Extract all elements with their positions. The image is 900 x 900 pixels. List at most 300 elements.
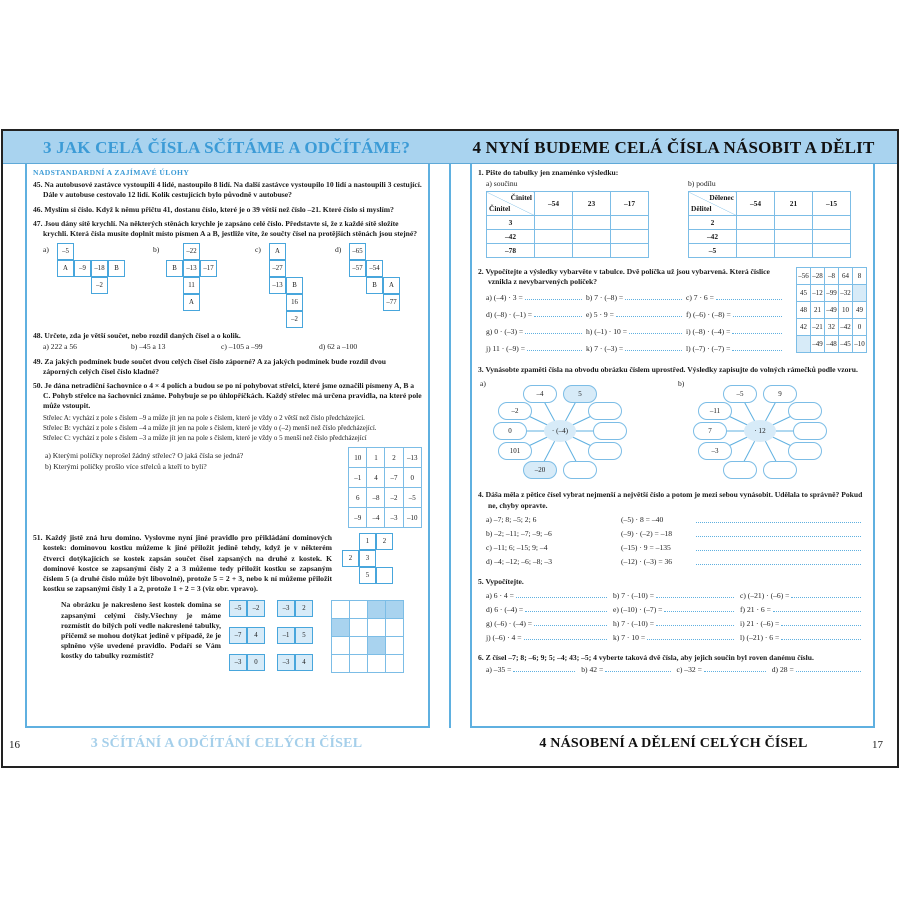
answer-cell[interactable]	[813, 230, 851, 244]
exercise-text: a) 6 · 4 =	[486, 590, 514, 600]
answer-blank[interactable]	[733, 310, 782, 317]
corner-top-label: Dělenec	[709, 193, 734, 203]
exercise-item	[486, 591, 613, 601]
task-50: 50. Je dána netradiční šachovnice o 4 × 4 polích a budou se po ní pohybovat střelci, které jsme označili písmeny A, B a C. Pohyb střelce na šachovnici známe. Pohybuje se po úhlopříčkách. Každý střelec má určena pravidla, na které pole může vstoupit.	[33, 381, 422, 411]
exercise-item	[486, 633, 613, 643]
section-subheading: NADSTANDARDNÍ A ZAJÍMAVÉ ÚLOHY	[33, 168, 190, 177]
answer-cell[interactable]	[611, 216, 649, 230]
diagram-b-answer-box[interactable]	[788, 442, 822, 460]
task-47: 47. Jsou dány sítě krychlí. Na některých stěnách krychle je zapsáno celé číslo. Představte si, že z každé sítě složíte krychli. Která čísla musíte doplnit místo písmen A a B, jestliže víte, že součty čísel na protějších stěnách jsou stejné?	[33, 218, 418, 239]
grid-empty-cell[interactable]	[386, 637, 404, 655]
task-2: 2. Vypočítejte a výsledky vybarvěte v tabulce. Dvě políčka už jsou vybarvená. Která číslice vznikla z nevybarvených políček?	[478, 267, 770, 287]
net-b-label: b)	[153, 245, 160, 255]
color-grid-cell[interactable]: –12	[811, 285, 825, 302]
color-grid-cell[interactable]: –28	[811, 268, 825, 285]
answer-blank[interactable]	[664, 605, 734, 612]
color-grid-cell[interactable]: 10	[839, 302, 853, 319]
net-c-cell: –13	[269, 277, 286, 294]
exercise-text: d) 6 · (–4) =	[486, 604, 524, 614]
net-d-cell: A	[383, 277, 400, 294]
corner-bottom-label: Činitel	[489, 204, 511, 213]
dasa-calculation: (–12) · (–3) = 36	[621, 556, 673, 566]
answer-cell[interactable]	[813, 244, 851, 258]
diagram-b-answer-box[interactable]	[763, 461, 797, 479]
exercise-text: k) 7 · (–3) =	[586, 344, 624, 354]
chessboard-cell[interactable]: 6	[349, 488, 367, 508]
task-5-row	[478, 631, 867, 645]
diagram-a-value: 0	[493, 422, 527, 440]
color-grid-cell[interactable]: –21	[811, 319, 825, 336]
grid-row	[332, 619, 404, 637]
task-3-diagrams	[478, 379, 867, 484]
grid-row	[797, 268, 867, 285]
answer-cell[interactable]	[535, 244, 573, 258]
chessboard-cell[interactable]: –8	[367, 488, 385, 508]
answer-cell[interactable]	[737, 230, 775, 244]
diagram-b-value: 9	[763, 385, 797, 403]
corner-bottom-label: Dělitel	[691, 204, 712, 213]
color-grid-cell[interactable]: –42	[839, 319, 853, 336]
domino-example-cell: 5	[359, 567, 376, 584]
exercise-text: a) (–4) · 3 =	[486, 293, 523, 303]
page-number: 17	[872, 739, 883, 751]
color-grid-cell[interactable]	[853, 285, 867, 302]
answer-blank[interactable]	[525, 293, 582, 300]
net-b-cell: –13	[183, 260, 200, 277]
domino-tile-cell[interactable]: –3	[277, 600, 295, 617]
exercise-text: b) 42 =	[581, 665, 604, 675]
domino-example-cell: 2	[376, 533, 393, 550]
table-row	[689, 216, 851, 230]
answer-blank[interactable]	[796, 665, 861, 672]
domino-target-grid	[331, 600, 404, 673]
chessboard-row	[349, 468, 422, 488]
diagram-b-answer-box[interactable]	[723, 461, 757, 479]
answer-blank[interactable]	[791, 591, 861, 598]
diagram-a-center: · (–4)	[544, 420, 576, 442]
task-4-row	[478, 555, 867, 569]
exercise-item	[486, 310, 582, 320]
grid-blocked-cell[interactable]	[332, 619, 350, 637]
left-page-title: 3 JAK CELÁ ČÍSLA SČÍTÁME A ODČÍTÁME?	[42, 138, 411, 157]
chessboard-row	[349, 488, 422, 508]
answer-blank[interactable]	[647, 633, 734, 640]
exercise-item	[586, 327, 682, 337]
domino-tile-cell[interactable]: –2	[247, 600, 265, 617]
domino-tile-cell[interactable]: 4	[295, 654, 313, 671]
exercise-item	[686, 293, 782, 303]
task-51: 51. Každý jistě zná hru domino. Vyslovme nyní jiné pravidlo pro přikládání dominových kostek: dominovou kostku můžeme k jiné přiložit jedině tehdy, když je v některém čtverci dotýkajících se kostek zapsán součet čísel zapsaných na druhé z kostek. K dominové kostce se zapsanými čísly 2 a 3 můžeme tedy přiložit kostku se zapsaným číslem 5 (a druhé číslo může být libovolné), protože 5 = 2 + 3, nebo k ní můžeme přiložit kostku se zapsanými čísly 1 a 2, protože 1 + 2 = 3 (viz obr. vpravo).	[33, 533, 332, 594]
answer-blank[interactable]	[516, 591, 607, 598]
exercise-text: a) –35 =	[486, 665, 512, 675]
net-a-label: a)	[43, 245, 49, 255]
color-grid-cell[interactable]: –99	[825, 285, 839, 302]
answer-blank[interactable]	[534, 310, 582, 317]
answer-cell[interactable]	[737, 216, 775, 230]
exercise-item	[740, 591, 867, 601]
net-b-cell: –22	[183, 243, 200, 260]
task-50-question-a: a) Kterými políčky neprošel žádný střelec? O jaká čísla se jedná?	[45, 451, 244, 461]
grid-row	[332, 601, 404, 619]
answer-blank[interactable]	[534, 619, 607, 626]
exercise-text: c) –32 =	[676, 665, 702, 675]
task-1: 1. Pište do tabulky jen znaménko výsledku:	[478, 168, 619, 177]
grid-empty-cell[interactable]	[386, 619, 404, 637]
diagram-a-value: 101	[498, 442, 532, 460]
exercise-item	[581, 665, 676, 675]
diagram-b-answer-box[interactable]	[788, 402, 822, 420]
column-header: 23	[573, 192, 611, 216]
exercise-text: h) (–1) · 10 =	[586, 327, 627, 337]
net-a-cell: B	[108, 260, 125, 277]
correction-blank[interactable]	[696, 558, 861, 565]
exercise-text: b) 7 · (–10) =	[613, 590, 654, 600]
net-c-cell: 16	[286, 294, 303, 311]
answer-cell[interactable]	[813, 216, 851, 230]
exercise-text: e) 5 · 9 =	[586, 310, 614, 320]
net-c-cell: B	[286, 277, 303, 294]
task-48-option: b) –45 a 13	[131, 342, 166, 352]
dasa-calculation: (–15) · 9 = –135	[621, 542, 671, 552]
footer-title: 3 SČÍTÁNÍ A ODČÍTÁNÍ CELÝCH ČÍSEL	[90, 736, 363, 751]
answer-blank[interactable]	[525, 605, 607, 612]
exercise-item	[686, 310, 782, 320]
exercise-item	[486, 665, 581, 675]
task-4-items	[478, 513, 867, 569]
chessboard-cell[interactable]: 2	[385, 448, 403, 468]
color-grid-cell[interactable]: –49	[825, 302, 839, 319]
exercise-text: e) (–10) · (–7) =	[613, 604, 663, 614]
table-corner-cell	[689, 192, 737, 216]
grid-blocked-cell[interactable]	[386, 601, 404, 619]
grid-empty-cell[interactable]	[350, 637, 368, 655]
table-row	[487, 230, 649, 244]
chessboard-cell[interactable]: 10	[349, 448, 367, 468]
exercise-text: d) 28 =	[771, 665, 794, 675]
domino-tile-cell[interactable]: –3	[277, 654, 295, 671]
color-grid-cell[interactable]	[797, 336, 811, 353]
diagram-b-label: b)	[678, 379, 685, 389]
answer-blank[interactable]	[524, 633, 608, 640]
answer-cell[interactable]	[775, 230, 813, 244]
correction-blank[interactable]	[696, 530, 861, 537]
answer-cell[interactable]	[611, 230, 649, 244]
row-header: –5	[689, 244, 737, 258]
task-4: 4. Dáša měla z pětice čísel vybrat nejmenší a největší číslo a potom je mezi sebou vynásobit. Udělala to správně? Pokud ne, chyby opravte.	[478, 490, 863, 510]
answer-blank[interactable]	[732, 344, 782, 351]
net-a-cell: –2	[91, 277, 108, 294]
chessboard-cell[interactable]: –5	[403, 488, 422, 508]
exercise-item	[586, 344, 682, 354]
right-page	[450, 131, 897, 766]
chessboard-cell[interactable]: –3	[385, 508, 403, 528]
diagram-a-answer-box[interactable]	[588, 402, 622, 420]
chessboard-row	[349, 448, 422, 468]
diagram-a-answer-box[interactable]	[563, 461, 597, 479]
answer-blank[interactable]	[616, 310, 682, 317]
table-corner-cell	[487, 192, 535, 216]
domino-tile-cell[interactable]: –7	[229, 627, 247, 644]
task-6-items	[478, 665, 867, 675]
grid-row	[332, 655, 404, 673]
answer-blank[interactable]	[656, 591, 734, 598]
exercise-item	[613, 619, 740, 629]
exercise-item	[772, 665, 867, 675]
answer-blank[interactable]	[625, 344, 682, 351]
grid-blocked-cell[interactable]	[368, 601, 386, 619]
row-header: –42	[487, 230, 535, 244]
exercise-text: d) (–8) · (–1) =	[486, 310, 533, 320]
exercise-item	[613, 605, 740, 615]
answer-blank[interactable]	[781, 633, 861, 640]
chessboard-cell[interactable]: –10	[403, 508, 422, 528]
diagram-a-value: 5	[563, 385, 597, 403]
chessboard-cell[interactable]: –4	[367, 508, 385, 528]
domino-tile-cell[interactable]: 0	[247, 654, 265, 671]
task-50-rules	[33, 413, 422, 444]
task-5-items	[478, 589, 867, 645]
net-c-cell: –27	[269, 260, 286, 277]
grid-row	[797, 319, 867, 336]
domino-example-cell	[376, 567, 393, 584]
task-5-row	[478, 617, 867, 631]
color-grid-cell[interactable]: 48	[797, 302, 811, 319]
exercise-text: g) 0 · (–3) =	[486, 327, 524, 337]
exercise-item	[740, 619, 867, 629]
grid-row	[332, 637, 404, 655]
answer-blank[interactable]	[605, 665, 670, 672]
diagram-a-value: –2	[498, 402, 532, 420]
chessboard-cell[interactable]: 0	[403, 468, 422, 488]
grid-empty-cell[interactable]	[350, 655, 368, 673]
answer-cell[interactable]	[737, 244, 775, 258]
exercise-text: h) 7 · (–10) =	[613, 618, 654, 628]
chessboard-cell[interactable]: –2	[385, 488, 403, 508]
quotient-sign-table	[688, 191, 851, 258]
net-d-cell: –77	[383, 294, 400, 311]
task-50-body	[33, 443, 422, 533]
row-header: 2	[689, 216, 737, 230]
exercise-item	[486, 293, 582, 303]
task-2-color-grid	[796, 267, 867, 353]
grid-blocked-cell[interactable]	[368, 637, 386, 655]
chessboard-row	[349, 508, 422, 528]
exercise-item	[740, 605, 867, 615]
task-5-row	[478, 589, 867, 603]
domino-set	[229, 600, 323, 678]
diagram-a-label: a)	[480, 379, 486, 389]
grid-row	[797, 336, 867, 353]
domino-tile-cell[interactable]: 4	[247, 627, 265, 644]
chessboard-cell[interactable]: –13	[403, 448, 422, 468]
page-divider	[450, 164, 451, 728]
answer-blank[interactable]	[527, 344, 582, 351]
column-header: –15	[813, 192, 851, 216]
color-grid-cell[interactable]: –48	[825, 336, 839, 353]
footer-title: 4 NÁSOBENÍ A DĚLENÍ CELÝCH ČÍSEL	[539, 736, 808, 751]
answer-blank[interactable]	[773, 605, 861, 612]
exercise-item	[677, 665, 772, 675]
chessboard-cell[interactable]: –9	[349, 508, 367, 528]
exercise-item	[486, 619, 613, 629]
answer-blank[interactable]	[781, 619, 861, 626]
color-grid-cell[interactable]: 45	[797, 285, 811, 302]
grid-empty-cell[interactable]	[350, 601, 368, 619]
color-grid-cell[interactable]: 21	[811, 302, 825, 319]
color-grid-cell[interactable]: –56	[797, 268, 811, 285]
task-51-part-b: Na obrázku je nakresleno šest kostek domina se zapsanými celými čísly.Všechny je máme rozmístit do bílých polí vedle nakreslené tabulky, přičemž se mohou dotýkat jedině v případě, že je splněno výše uvedené pravidlo. Podaří se Vám kostky do tabulky rozmístit?	[61, 600, 221, 661]
number-set: d) –4; –12; –6; –8; –3	[486, 556, 553, 566]
chessboard-cell[interactable]: 4	[367, 468, 385, 488]
color-grid-cell[interactable]: –45	[839, 336, 853, 353]
chessboard-cell[interactable]: –7	[385, 468, 403, 488]
grid-empty-cell[interactable]	[368, 655, 386, 673]
row-header: –78	[487, 244, 535, 258]
exercise-text: i) (–8) · (–4) =	[686, 327, 731, 337]
task-48: 48. Určete, zda je větší součet, nebo rozdíl daných čísel a o kolik.	[33, 331, 241, 341]
column-header: –17	[611, 192, 649, 216]
domino-example	[342, 533, 422, 594]
color-grid-cell[interactable]: 64	[839, 268, 853, 285]
answer-blank[interactable]	[525, 327, 582, 334]
answer-cell[interactable]	[775, 244, 813, 258]
task-51-part-b-block	[33, 600, 422, 678]
rule-b: Střelec B: vychází z pole s číslem –4 a může jít jen na pole s číslem, které je vždy o (–2) menší než číslo předcházející.	[43, 423, 377, 432]
answer-cell[interactable]	[611, 244, 649, 258]
task-2-block	[478, 267, 867, 365]
grid-row	[797, 302, 867, 319]
task-4-row	[478, 541, 867, 555]
color-grid-cell[interactable]: 49	[853, 302, 867, 319]
answer-blank[interactable]	[716, 293, 782, 300]
answer-blank[interactable]	[629, 327, 682, 334]
diagram-a-answer-box[interactable]	[588, 442, 622, 460]
column-header: –54	[737, 192, 775, 216]
diagram-b-value: –5	[723, 385, 757, 403]
task-6: 6. Z čísel –7; 8; –6; 9; 5; –4; 43; –5; 4 vyberte taková dvě čísla, aby jejich součin byl roven danému číslu.	[478, 653, 814, 663]
color-grid-cell[interactable]: 42	[797, 319, 811, 336]
table-header-row	[487, 192, 649, 216]
color-grid-cell[interactable]: –8	[825, 268, 839, 285]
domino-tile-cell[interactable]: 5	[295, 627, 313, 644]
page-number: 16	[9, 739, 20, 751]
number-set: a) –7; 8; –5; 2; 6	[486, 514, 537, 524]
number-set: b) –2; –11; –7; –9; –6	[486, 528, 552, 538]
diagram-a-answer-box[interactable]	[593, 422, 627, 440]
grid-row	[797, 285, 867, 302]
grid-empty-cell[interactable]	[368, 619, 386, 637]
exercise-text: j) (–6) · 4 =	[486, 632, 522, 642]
grid-empty-cell[interactable]	[332, 601, 350, 619]
domino-tile-cell[interactable]: 2	[295, 600, 313, 617]
diagram-a-value: –4	[523, 385, 557, 403]
chessboard-cell[interactable]: –1	[349, 468, 367, 488]
net-d-label: d)	[335, 245, 342, 255]
net-c-label: c)	[255, 245, 261, 255]
task-5: 5. Vypočítejte.	[478, 576, 524, 586]
diagram-b-answer-box[interactable]	[793, 422, 827, 440]
color-grid-cell[interactable]: –32	[839, 285, 853, 302]
grid-empty-cell[interactable]	[332, 655, 350, 673]
exercise-item	[586, 293, 682, 303]
answer-cell[interactable]	[535, 230, 573, 244]
color-grid-cell[interactable]: –49	[811, 336, 825, 353]
table-row	[487, 216, 649, 230]
left-page-footer	[3, 728, 450, 766]
right-page-footer	[450, 728, 897, 766]
diagram-b-value: –3	[698, 442, 732, 460]
dasa-calculation: (–9) · (–2) = –18	[621, 528, 673, 538]
net-b-cell: B	[166, 260, 183, 277]
color-grid-cell[interactable]: –10	[853, 336, 867, 353]
product-sign-table	[486, 191, 649, 258]
correction-blank[interactable]	[696, 516, 861, 523]
right-content-frame	[470, 164, 875, 728]
exercise-text: g) (–6) · (–4) =	[486, 618, 533, 628]
textbook-spread	[1, 129, 899, 768]
color-grid-cell[interactable]: 8	[853, 268, 867, 285]
exercise-item	[586, 310, 682, 320]
answer-blank[interactable]	[732, 327, 782, 334]
task-48-options	[33, 342, 422, 352]
chessboard-cell[interactable]: 1	[367, 448, 385, 468]
color-grid-cell[interactable]: 0	[853, 319, 867, 336]
answer-cell[interactable]	[573, 244, 611, 258]
table-row	[689, 244, 851, 258]
exercise-text: b) 7 · (–8) =	[586, 293, 624, 303]
domino-tile-cell[interactable]: –1	[277, 627, 295, 644]
rule-c: Střelec C: vychází z pole s číslem –3 a může jít jen na pole s číslem, které je vždy o 5 menší než číslo předcházející	[43, 434, 367, 443]
answer-cell[interactable]	[573, 216, 611, 230]
exercise-text: i) 21 · (–6) =	[740, 618, 780, 628]
exercise-item	[613, 591, 740, 601]
color-grid-cell[interactable]: 32	[825, 319, 839, 336]
net-d-cell: –54	[366, 260, 383, 277]
grid-empty-cell[interactable]	[350, 619, 368, 637]
exercise-item	[486, 344, 582, 354]
domino-tile-cell[interactable]: –3	[229, 654, 247, 671]
diagram-b-center: · 12	[744, 420, 776, 442]
task-50-question-b: b) Kterými políčky prošlo více střelců a kteří to byli?	[45, 462, 207, 472]
grid-empty-cell[interactable]	[386, 655, 404, 673]
answer-blank[interactable]	[625, 293, 682, 300]
net-b-cell: –17	[200, 260, 217, 277]
task-51-block	[33, 533, 422, 594]
answer-blank[interactable]	[704, 665, 766, 672]
exercise-text: f) (–6) · (–8) =	[686, 310, 731, 320]
grid-empty-cell[interactable]	[332, 637, 350, 655]
answer-cell[interactable]	[775, 216, 813, 230]
table-row	[487, 244, 649, 258]
net-a-cell: A	[57, 260, 74, 277]
answer-cell[interactable]	[573, 230, 611, 244]
net-a-cell: –18	[91, 260, 108, 277]
dasa-calculation: (–5) · 8 = –40	[621, 514, 664, 524]
correction-blank[interactable]	[696, 544, 861, 551]
answer-blank[interactable]	[513, 665, 575, 672]
exercise-item	[613, 633, 740, 643]
domino-example-cell: 2	[342, 550, 359, 567]
net-c-cell: –2	[286, 311, 303, 328]
task-48-option: d) 62 a –100	[319, 342, 358, 352]
exercise-item	[686, 344, 782, 354]
domino-tile-cell[interactable]: –5	[229, 600, 247, 617]
answer-blank[interactable]	[656, 619, 734, 626]
answer-cell[interactable]	[535, 216, 573, 230]
exercise-text: l) (–7) · (–7) =	[686, 344, 731, 354]
exercise-text: c) 7 · 6 =	[686, 293, 714, 303]
chessboard	[348, 447, 422, 528]
